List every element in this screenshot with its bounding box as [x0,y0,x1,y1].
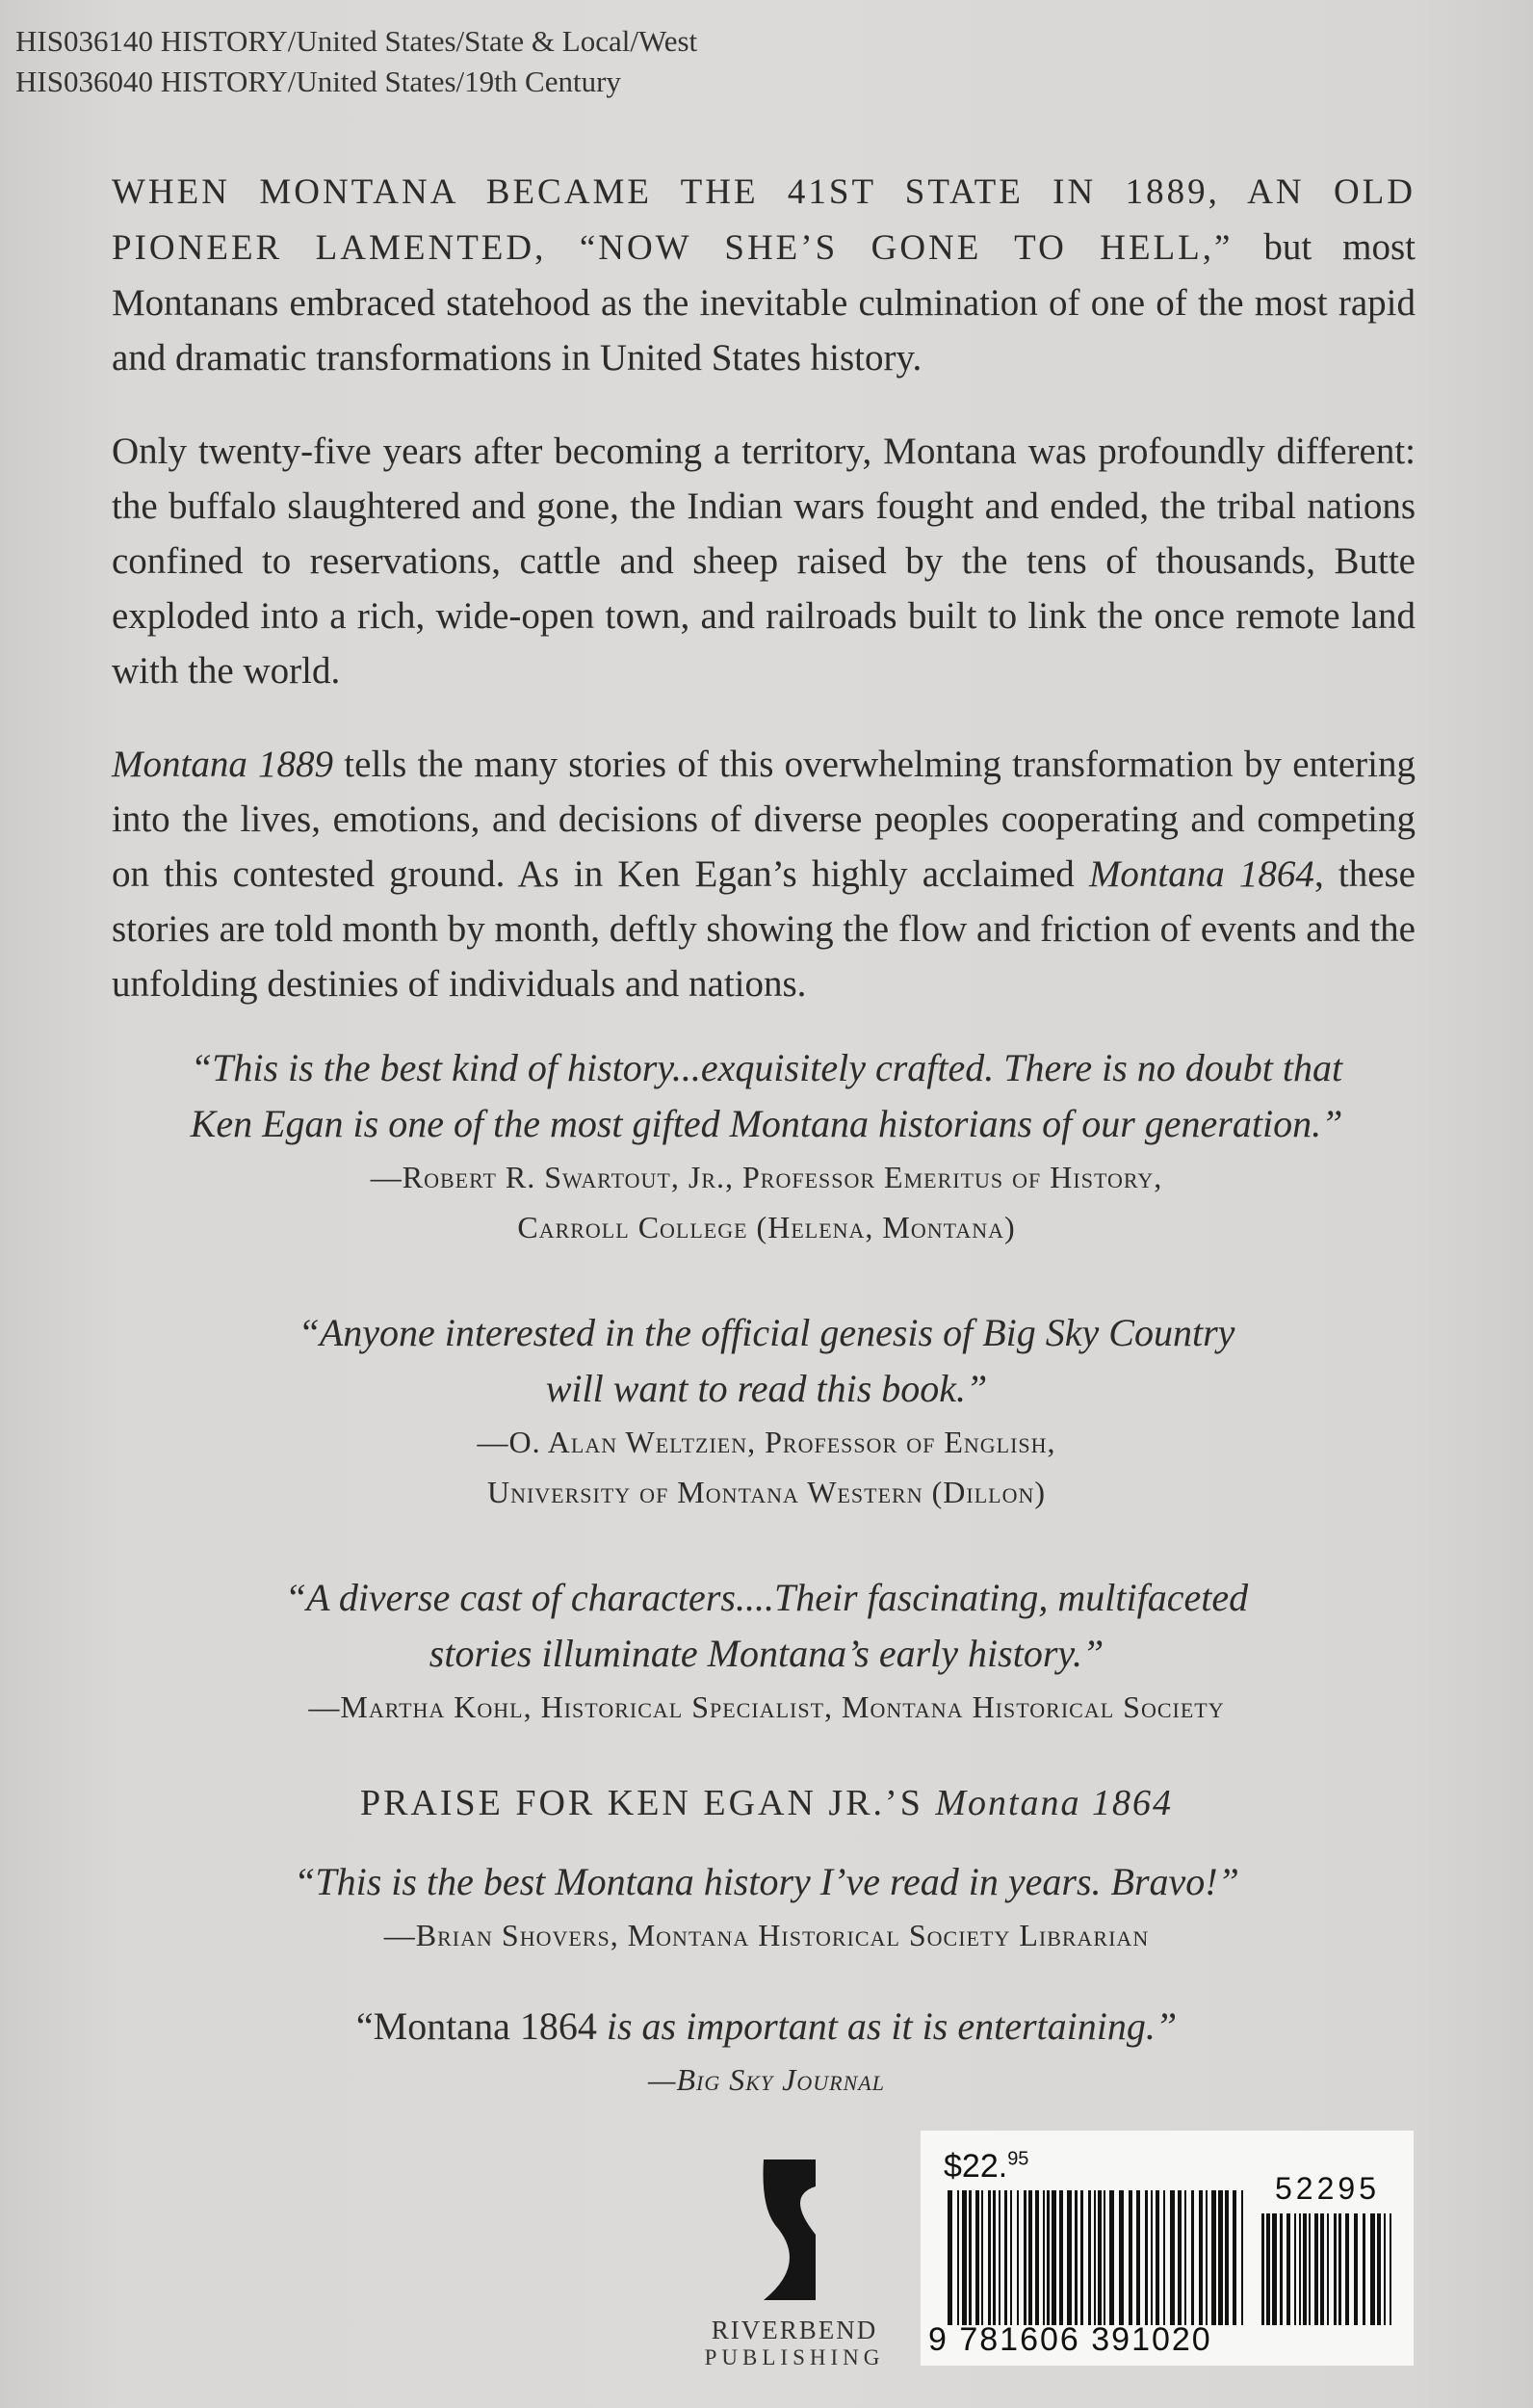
quote-text-italic: is as important as it is entertaining.” [596,2004,1178,2048]
barcode-bar [1098,2190,1102,2325]
barcode-bar [988,2190,991,2325]
quote-attribution: —Big Sky Journal [648,2062,885,2097]
blurb-p3-part2: , these stories are told month by month, deftly showing the flow and friction of events and the unfolding destinies of individuals and nations. [112,853,1416,1005]
blurb-p3-part1: tells the many stories of this overwhelming transformation by entering into the lives, emotions, and decisions of diverse peoples cooperating and competing on this contested ground. As in Ken Egan’s highly acclaimed [112,744,1416,895]
blurb-paragraph-1 [112,164,1416,385]
barcode-bar [993,2190,996,2325]
barcode-bar [1017,2190,1019,2325]
barcode-bar [1299,2213,1301,2325]
quote-text: “This is the best kind of history...exquisitely crafted. There is no doubt that Ken Egan is one of the most gifted Montana historians of our generation.” [190,1046,1343,1145]
barcode-bar [1119,2190,1124,2325]
isbn-barcode [921,2131,1414,2366]
barcode-bar [1035,2190,1039,2325]
barcode-bar [1338,2213,1341,2325]
barcode-bar [1206,2190,1208,2325]
barcode-bar [1233,2190,1236,2325]
barcode-bar [1129,2190,1132,2325]
barcode-bar [1345,2213,1349,2325]
barcode-bar [1024,2190,1026,2325]
barcode-bar [1109,2190,1114,2325]
barcode-bar [962,2190,967,2325]
barcode-bar [1280,2213,1283,2325]
barcode-bar [1067,2190,1072,2325]
barcode-addon-number: 52295 [1275,2171,1380,2206]
publisher-name-line-2: PUBLISHING [704,2345,885,2369]
bisac-codes [15,21,697,102]
barcode-bar [1075,2190,1078,2325]
quote-attribution: —O. Alan Weltzien, Professor of English, University of Montana Western (Dillon) [477,1425,1056,1509]
barcode-bar [1354,2213,1358,2325]
quote-text: “Anyone interested in the official genesis of Big Sky Country will want to read this book.” [298,1311,1235,1410]
review-quote-4 [0,1854,1533,1960]
blurb-lead-caps: WHEN MONTANA BECAME THE 41ST STATE IN 1889, AN OLD PIONEER LAMENTED, “NOW SHE’S GONE TO HELL,” [112,172,1416,268]
barcode-bar [1241,2190,1243,2325]
barcode-bar [1384,2213,1386,2325]
praise-heading [0,1782,1533,1824]
barcode-bar [1191,2190,1194,2325]
barcode-bar [1390,2213,1391,2325]
blurb-p2-text: Only twenty-five years after becoming a territory, Montana was profoundly different: the buffalo slaughtered and gone, the Indian wars fought and ended, the tribal nations confined to reservations, cattle and sheep raised by the tens of thousands, Butte exploded into a rich, wide-open town, and railroads built to link the once remote land with the world. [112,431,1416,692]
publisher-logo [703,2158,886,2370]
book-title-1889: Montana 1889 [112,744,334,785]
barcode-bar [1104,2190,1105,2325]
barcode-bar [981,2190,983,2325]
barcode-bar [1080,2190,1083,2325]
barcode-bar [948,2190,952,2325]
barcode-bar [1294,2213,1296,2325]
barcode-bar [1088,2190,1091,2325]
barcode-bar [1309,2213,1311,2325]
barcode-bar [1303,2213,1307,2325]
barcode-bar [1377,2213,1381,2325]
bisac-line-1: HIS036140 HISTORY/United States/State & Local/West [15,24,698,58]
barcode-bar [1178,2190,1182,2325]
barcode-bar [1199,2190,1203,2325]
barcode-bar [975,2190,979,2325]
barcode-bar [1052,2190,1056,2325]
publisher-name-line-1: RIVERBEND [711,2316,878,2344]
barcode-bar [1370,2213,1375,2325]
barcode-bar [1225,2190,1229,2325]
barcode-bar [1028,2190,1032,2325]
barcode-main-bars [948,2190,1246,2325]
barcode-bar [1004,2190,1007,2325]
barcode-bar [1163,2190,1165,2325]
barcode-bar [1327,2213,1329,2325]
barcode-bar [1184,2190,1186,2325]
quote-attribution: —Martha Kohl, Historical Specialist, Montana Historical Society [308,1689,1225,1724]
barcode-bar [1266,2213,1270,2325]
barcode-bar [1145,2190,1148,2325]
barcode-bar [1261,2213,1264,2325]
praise-heading-text: PRAISE FOR KEN EGAN JR.’S [359,1783,936,1823]
price-label [944,2148,1028,2186]
barcode-bar [1043,2190,1045,2325]
quote-attribution: —Robert R. Swartout, Jr., Professor Emeritus of History, Carroll College (Helena, Montana) [370,1160,1163,1244]
price-cents: 95 [1007,2148,1029,2170]
barcode-bar [1010,2190,1012,2325]
barcode-bar [1320,2213,1324,2325]
barcode-bar [1156,2190,1159,2325]
isbn-number: 9 781606 391020 [928,2321,1212,2358]
barcode-bar [1211,2190,1216,2325]
barcode-bar [1170,2190,1175,2325]
price-main: $22. [944,2148,1008,2185]
barcode-bar [1047,2190,1050,2325]
barcode-bar [1151,2190,1153,2325]
review-quote-5 [0,1999,1533,2105]
barcode-bar [957,2190,959,2325]
review-quote-2 [0,1305,1533,1517]
barcode-bar [1136,2190,1140,2325]
quote-attribution: —Brian Shovers, Montana Historical Society Librarian [383,1918,1150,1952]
barcode-bar [969,2190,972,2325]
blurb-paragraph-2 [112,424,1416,698]
barcode-bar [999,2190,1000,2325]
barcode-bar [1286,2213,1290,2325]
barcode-bar [1334,2213,1337,2325]
barcode-bar [1218,2190,1223,2325]
barcode-bar [1314,2213,1318,2325]
praise-heading-title: Montana 1864 [935,1783,1174,1823]
barcode-bar [1059,2190,1063,2325]
blurb-p1-rest: but most Montanans embraced statehood as the inevitable culmination of one of the most rapid and dramatic transformations in United States history. [112,226,1416,379]
bisac-line-2: HIS036040 HISTORY/United States/19th Century [15,65,621,98]
barcode-addon-bars [1261,2213,1396,2325]
book-title-1864: Montana 1864 [1088,853,1314,895]
quote-text: “A diverse cast of characters....Their fascinating, multifaceted stories illuminate Montana’s early history.” [284,1576,1249,1675]
barcode-bar [1363,2213,1365,2325]
review-quote-1 [0,1040,1533,1252]
quote-text [0,1999,1533,2055]
quote-text: “This is the best Montana history I’ve read in years. Bravo!” [294,1860,1239,1903]
barcode-bar [1272,2213,1277,2325]
riverbend-logo-icon [756,2158,833,2302]
quote-title-upright: “Montana 1864 [355,2004,597,2048]
review-quote-3 [0,1570,1533,1732]
blurb-paragraph-3 [112,737,1416,1011]
barcode-bar [1094,2190,1096,2325]
